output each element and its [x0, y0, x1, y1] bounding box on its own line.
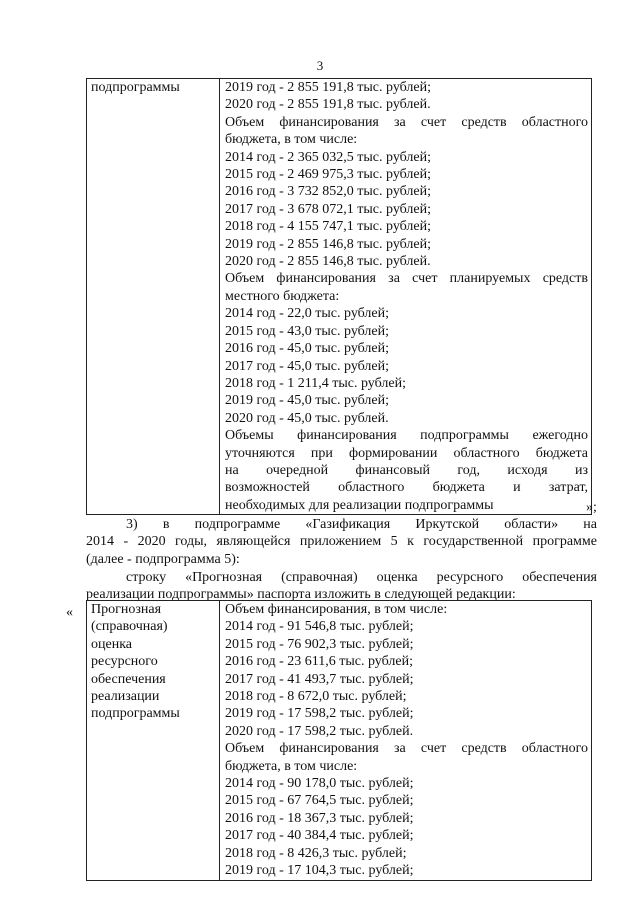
- regional-line: 2015 год - 67 764,5 тыс. рублей;: [225, 793, 414, 809]
- local-line: 2018 год - 1 211,4 тыс. рублей;: [225, 375, 406, 391]
- regional-line: 2018 год - 4 155 747,1 тыс. рублей;: [225, 219, 432, 235]
- table-row: [87, 601, 592, 881]
- regional-heading: Объем финансирования за счет средств областного: [225, 114, 588, 130]
- paragraph-line: реализации подпрограммы» паспорта изложить в следующей редакции:: [86, 587, 516, 603]
- total-line: 2018 год - 8 672,0 тыс. рублей;: [225, 689, 407, 705]
- row-label: подпрограммы: [91, 80, 180, 95]
- row-label-line: оценка: [91, 636, 133, 652]
- paragraph-line: (далее - подпрограмма 5):: [86, 551, 240, 567]
- funding-line: 2019 год - 2 855 191,8 тыс. рублей;: [225, 80, 432, 95]
- regional-line: 2016 год - 18 367,3 тыс. рублей;: [225, 810, 414, 826]
- note-line: уточняются при формировании областного бюджета: [225, 445, 588, 461]
- row-label-line: Прогнозная: [91, 602, 162, 617]
- local-line: 2016 год - 45,0 тыс. рублей;: [225, 341, 390, 357]
- opening-quote: «: [66, 605, 73, 620]
- paragraph-line: строку «Прогнозная (справочная) оценка ресурсного обеспечения: [126, 570, 597, 585]
- passport-table-continued: [86, 78, 592, 515]
- regional-line: 2014 год - 90 178,0 тыс. рублей;: [225, 776, 414, 792]
- local-heading: Объем финансирования за счет планируемых средств: [225, 271, 588, 287]
- local-line: 2014 год - 22,0 тыс. рублей;: [225, 306, 390, 322]
- regional-line: 2020 год - 2 855 146,8 тыс. рублей.: [225, 254, 431, 270]
- total-line: 2017 год - 41 493,7 тыс. рублей;: [225, 671, 414, 687]
- regional-line: 2015 год - 2 469 975,3 тыс. рублей;: [225, 167, 432, 183]
- funding-line: 2020 год - 2 855 191,8 тыс. рублей.: [225, 97, 431, 113]
- row-value-cell: [220, 79, 592, 515]
- row-label-line: ресурсного: [91, 654, 158, 670]
- closing-quote: »;: [586, 500, 597, 515]
- note-line: возможностей областного бюджета и затрат,: [225, 480, 588, 496]
- row-label-line: обеспечения: [91, 671, 166, 687]
- regional-line: 2016 год - 3 732 852,0 тыс. рублей;: [225, 184, 432, 200]
- total-line: 2014 год - 91 546,8 тыс. рублей;: [225, 619, 414, 635]
- row-label-line: реализации: [91, 689, 160, 705]
- row-value-cell: [220, 601, 592, 881]
- regional-heading: бюджета, в том числе:: [225, 132, 358, 148]
- total-line: 2019 год - 17 598,2 тыс. рублей;: [225, 706, 414, 722]
- row-label-cell: [87, 601, 220, 881]
- total-line: 2015 год - 76 902,3 тыс. рублей;: [225, 636, 414, 652]
- local-line: 2020 год - 45,0 тыс. рублей.: [225, 410, 389, 426]
- regional-line: 2017 год - 40 384,4 тыс. рублей;: [225, 828, 414, 844]
- note-line: Объемы финансирования подпрограммы ежегодно: [225, 428, 588, 444]
- paragraph-line: 3) в подпрограмме «Газификация Иркутской области» на: [126, 517, 597, 532]
- total-line: 2020 год - 17 598,2 тыс. рублей.: [225, 723, 414, 739]
- regional-line: 2017 год - 3 678 072,1 тыс. рублей;: [225, 201, 432, 217]
- note-line: на очередной финансовый год, исходя из: [225, 462, 588, 478]
- regional-line: 2014 год - 2 365 032,5 тыс. рублей;: [225, 149, 432, 165]
- note-line: необходимых для реализации подпрограммы: [225, 497, 494, 513]
- local-line: 2015 год - 43,0 тыс. рублей;: [225, 323, 390, 339]
- paragraph-line: 2014 - 2020 годы, являющейся приложением 5 к государственной программе: [86, 534, 597, 550]
- local-line: 2017 год - 45,0 тыс. рублей;: [225, 358, 390, 374]
- row-label-line: подпрограммы: [91, 706, 180, 722]
- total-heading: Объем финансирования, в том числе:: [225, 602, 448, 617]
- regional-heading: бюджета, в том числе:: [225, 758, 358, 774]
- page-number: 3: [316, 58, 324, 73]
- row-label-cell: [87, 79, 220, 515]
- paragraph-subprogram-5: [86, 516, 597, 568]
- regional-line: 2019 год - 2 855 146,8 тыс. рублей;: [225, 236, 432, 252]
- row-label-line: (справочная): [91, 619, 168, 635]
- total-line: 2016 год - 23 611,6 тыс. рублей;: [225, 654, 413, 670]
- passport-table-new: [86, 600, 592, 881]
- regional-line: 2018 год - 8 426,3 тыс. рублей;: [225, 845, 407, 861]
- paragraph-row-replacement: [86, 569, 597, 604]
- regional-heading: Объем финансирования за счет средств областного: [225, 741, 588, 757]
- local-heading: местного бюджета:: [225, 288, 340, 304]
- table-row: [87, 79, 592, 515]
- local-line: 2019 год - 45,0 тыс. рублей;: [225, 393, 390, 409]
- regional-line: 2019 год - 17 104,3 тыс. рублей;: [225, 863, 414, 879]
